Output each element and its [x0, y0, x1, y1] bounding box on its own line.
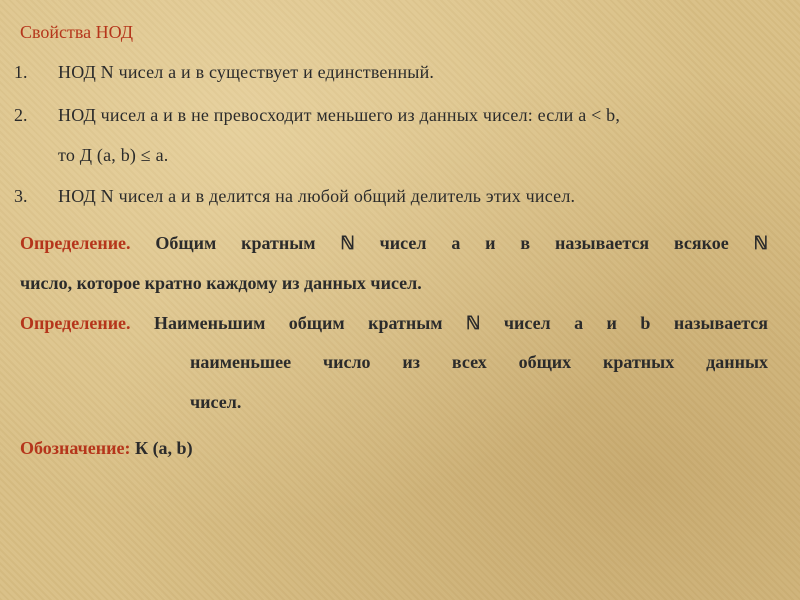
item-text: НОД чисел а и в не превосходит меньшего из данных чисел: если а < b,: [58, 105, 621, 125]
item-number: 1.: [14, 62, 28, 82]
definition-2-line-1: [20, 304, 768, 342]
definition-2-line-2: наименьшее число из всех общих кратных данных: [190, 352, 768, 372]
notation: [20, 438, 193, 459]
item-number: 2.: [14, 105, 28, 125]
definition-2-line-3: чисел.: [190, 392, 242, 412]
definition-label: Определение.: [20, 233, 131, 253]
definition-text: Общим кратным ℕ чисел а и в называется всякое ℕ: [155, 233, 769, 253]
notation-value: К (a, b): [135, 438, 193, 458]
heading: Свойства НОД: [20, 22, 134, 42]
definition-label: Определение.: [20, 313, 131, 333]
item-text: НОД N чисел а и в делится на любой общий делитель этих чисел.: [58, 186, 576, 206]
notation-label: Обозначение:: [20, 438, 131, 458]
item-number: 3.: [14, 186, 28, 206]
definition-text: Наименьшим общим кратным ℕ чисел а и b называется: [154, 313, 768, 333]
definition-1-line-1: [20, 224, 768, 262]
item-text: НОД N чисел а и в существует и единственный.: [58, 62, 435, 82]
item-text-continuation: то Д (а, b) ≤ а.: [58, 145, 169, 165]
definition-1-line-2: число, которое кратно каждому из данных чисел.: [20, 273, 422, 293]
